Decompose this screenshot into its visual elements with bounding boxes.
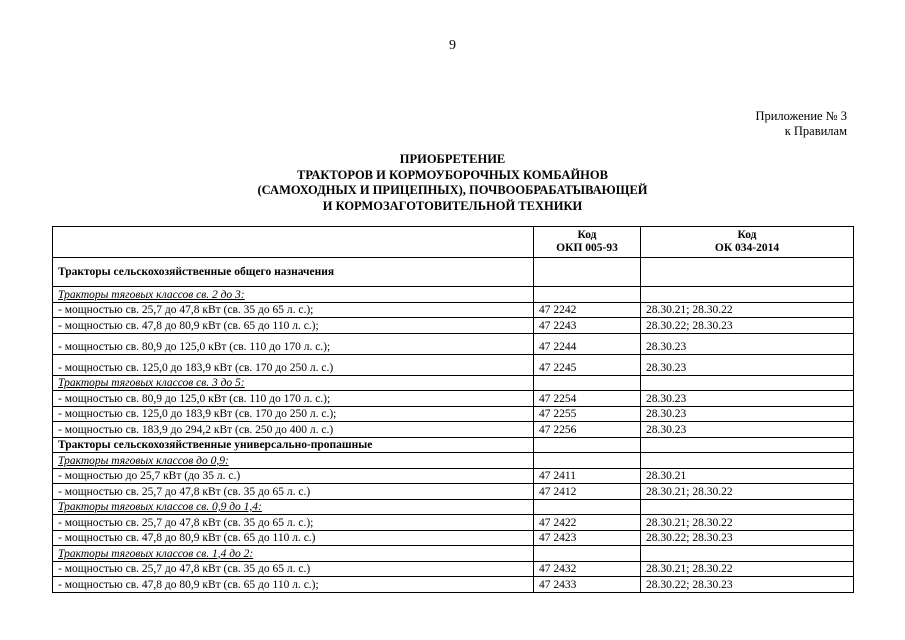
row-okp-code-cell: 47 2245 <box>534 354 641 375</box>
table-row <box>53 499 854 515</box>
table-row <box>53 287 854 303</box>
row-name-cell: Тракторы тяговых классов до 0,9: <box>53 453 534 469</box>
row-ok-code-cell: 28.30.23 <box>641 406 854 422</box>
table-row <box>53 515 854 531</box>
page-number: 9 <box>449 38 456 53</box>
header-name <box>53 227 534 258</box>
table-row <box>53 333 854 354</box>
header-okp <box>534 227 641 258</box>
row-name-cell: - мощностью св. 25,7 до 47,8 кВт (св. 35 до 65 л. с.) <box>53 561 534 577</box>
row-okp-code-cell <box>534 453 641 469</box>
row-name-cell: - мощностью св. 125,0 до 183,9 кВт (св. 170 до 250 л. с.); <box>53 406 534 422</box>
header-okp-line1: Код <box>577 229 597 241</box>
row-name-cell: - мощностью св. 80,9 до 125,0 кВт (св. 110 до 170 л. с.); <box>53 333 534 354</box>
row-okp-code-cell: 47 2243 <box>534 318 641 334</box>
codes-table <box>52 226 854 593</box>
row-okp-code-cell: 47 2433 <box>534 577 641 593</box>
row-okp-code-cell <box>534 499 641 515</box>
row-name-cell: - мощностью св. 47,8 до 80,9 кВт (св. 65 до 110 л. с.); <box>53 577 534 593</box>
row-okp-code-cell: 47 2422 <box>534 515 641 531</box>
row-name-cell: Тракторы сельскохозяйственные общего назначения <box>53 258 534 287</box>
row-ok-code-cell: 28.30.22; 28.30.23 <box>641 577 854 593</box>
row-ok-code-cell: 28.30.21; 28.30.22 <box>641 515 854 531</box>
row-okp-code-cell: 47 2244 <box>534 333 641 354</box>
row-name-cell: - мощностью св. 183,9 до 294,2 кВт (св. 250 до 400 л. с.) <box>53 422 534 438</box>
row-name-cell: Тракторы тяговых классов св. 2 до 3: <box>53 287 534 303</box>
row-okp-code-cell: 47 2254 <box>534 391 641 407</box>
appendix-rules: к Правилам <box>784 124 847 138</box>
row-ok-code-cell <box>641 499 854 515</box>
title-line-3: (САМОХОДНЫХ И ПРИЦЕПНЫХ), ПОЧВООБРАБАТЫВАЮЩЕЙ <box>257 183 648 197</box>
row-ok-code-cell: 28.30.23 <box>641 422 854 438</box>
row-ok-code-cell: 28.30.22; 28.30.23 <box>641 530 854 546</box>
row-okp-code-cell <box>534 375 641 391</box>
header-ok-line1: Код <box>737 229 757 241</box>
row-okp-code-cell: 47 2411 <box>534 468 641 484</box>
row-name-cell: - мощностью св. 80,9 до 125,0 кВт (св. 110 до 170 л. с.); <box>53 391 534 407</box>
row-ok-code-cell: 28.30.21; 28.30.22 <box>641 302 854 318</box>
header-okp-line2: ОКП 005-93 <box>556 242 618 254</box>
row-okp-code-cell: 47 2256 <box>534 422 641 438</box>
row-name-cell: - мощностью св. 47,8 до 80,9 кВт (св. 65 до 110 л. с.) <box>53 530 534 546</box>
row-name-cell: - мощностью до 25,7 кВт (до 35 л. с.) <box>53 468 534 484</box>
row-okp-code-cell: 47 2242 <box>534 302 641 318</box>
appendix-reference <box>755 109 847 139</box>
title-line-1: ПРИОБРЕТЕНИЕ <box>399 152 506 166</box>
table-row <box>53 561 854 577</box>
row-ok-code-cell: 28.30.21; 28.30.22 <box>641 561 854 577</box>
title-line-2: ТРАКТОРОВ И КОРМОУБОРОЧНЫХ КОМБАЙНОВ <box>297 167 608 182</box>
row-ok-code-cell: 28.30.23 <box>641 354 854 375</box>
table-row <box>53 437 854 453</box>
table-row <box>53 258 854 287</box>
row-ok-code-cell: 28.30.21; 28.30.22 <box>641 484 854 500</box>
row-name-cell: - мощностью св. 25,7 до 47,8 кВт (св. 35 до 65 л. с.) <box>53 484 534 500</box>
table-row <box>53 577 854 593</box>
row-name-cell: - мощностью св. 25,7 до 47,8 кВт (св. 35 до 65 л. с.); <box>53 515 534 531</box>
title-line-4: И КОРМОЗАГОТОВИТЕЛЬНОЙ ТЕХНИКИ <box>322 198 583 213</box>
row-name-cell: - мощностью св. 25,7 до 47,8 кВт (св. 35 до 65 л. с.); <box>53 302 534 318</box>
row-ok-code-cell <box>641 258 854 287</box>
row-name-cell: - мощностью св. 125,0 до 183,9 кВт (св. 170 до 250 л. с.) <box>53 354 534 375</box>
table-row <box>53 318 854 334</box>
row-name-cell: Тракторы сельскохозяйственные универсально-пропашные <box>53 437 534 453</box>
row-ok-code-cell: 28.30.22; 28.30.23 <box>641 318 854 334</box>
row-name-cell: Тракторы тяговых классов св. 1,4 до 2: <box>53 546 534 562</box>
table-body <box>53 258 854 593</box>
row-okp-code-cell: 47 2432 <box>534 561 641 577</box>
table-row <box>53 546 854 562</box>
table-row <box>53 375 854 391</box>
row-name-cell: Тракторы тяговых классов св. 0,9 до 1,4: <box>53 499 534 515</box>
row-ok-code-cell <box>641 375 854 391</box>
appendix-number: Приложение № 3 <box>755 109 847 123</box>
row-okp-code-cell: 47 2255 <box>534 406 641 422</box>
row-ok-code-cell <box>641 287 854 303</box>
table-row <box>53 468 854 484</box>
row-okp-code-cell: 47 2423 <box>534 530 641 546</box>
row-okp-code-cell <box>534 287 641 303</box>
document-title <box>0 152 905 214</box>
row-name-cell: - мощностью св. 47,8 до 80,9 кВт (св. 65 до 110 л. с.); <box>53 318 534 334</box>
table-row <box>53 406 854 422</box>
table-row <box>53 422 854 438</box>
row-okp-code-cell <box>534 546 641 562</box>
row-ok-code-cell: 28.30.23 <box>641 391 854 407</box>
header-ok-line2: ОК 034-2014 <box>714 242 780 254</box>
row-okp-code-cell <box>534 437 641 453</box>
row-ok-code-cell <box>641 546 854 562</box>
table-row <box>53 530 854 546</box>
header-ok <box>641 227 854 258</box>
table-row <box>53 354 854 375</box>
row-ok-code-cell <box>641 437 854 453</box>
row-ok-code-cell: 28.30.23 <box>641 333 854 354</box>
row-okp-code-cell <box>534 258 641 287</box>
row-okp-code-cell: 47 2412 <box>534 484 641 500</box>
row-name-cell: Тракторы тяговых классов св. 3 до 5: <box>53 375 534 391</box>
table-header-row <box>53 227 854 258</box>
row-ok-code-cell: 28.30.21 <box>641 468 854 484</box>
row-ok-code-cell <box>641 453 854 469</box>
table-row <box>53 302 854 318</box>
table-row <box>53 453 854 469</box>
table-row <box>53 391 854 407</box>
table-row <box>53 484 854 500</box>
